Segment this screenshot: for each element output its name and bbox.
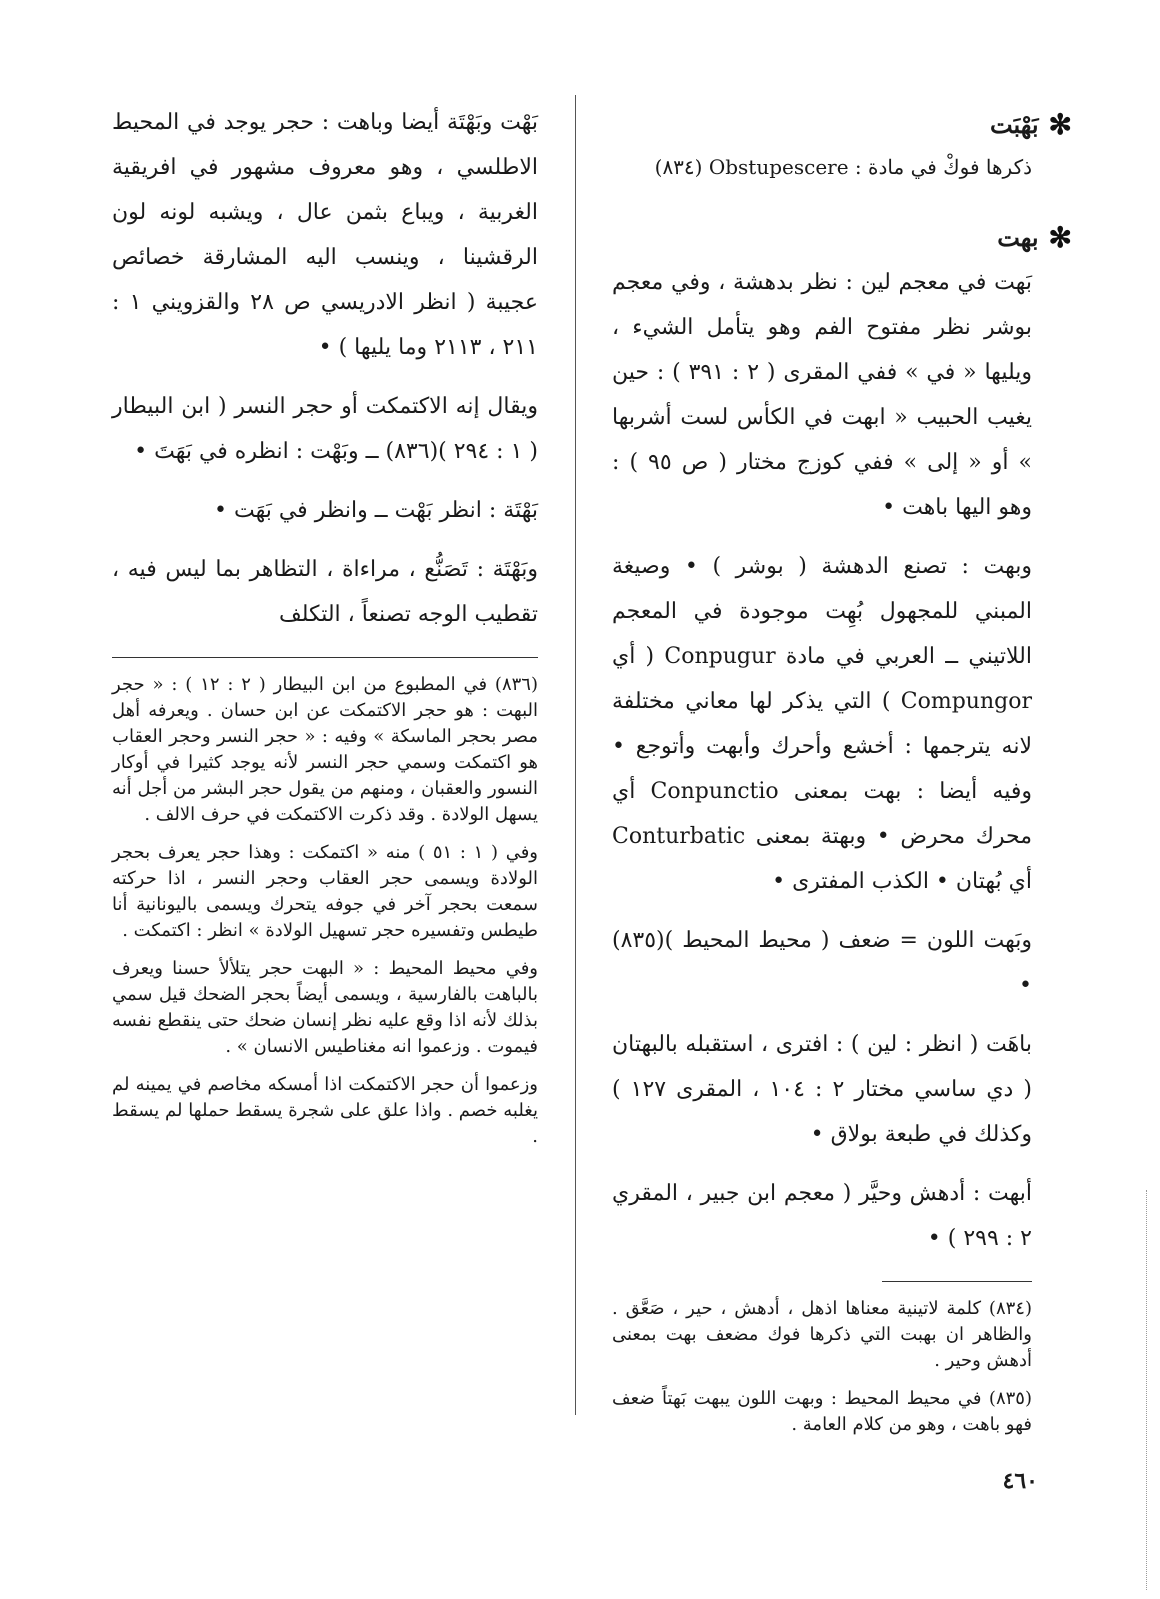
entry-heading-1-text: بَهْبَت <box>989 110 1039 139</box>
paragraph: باهَت ( انظر : لين ) : افترى ، استقبله بالبهتان ( دي ساسي مختار ٢ : ١٠٤ ، المقرى ١٢٧ ) وكذلك في طبعة بولاق • <box>612 1032 1032 1147</box>
entry-heading-2-text: بهت <box>997 223 1039 252</box>
footnote: (٨٣٥) في محيط المحيط : وبهت اللون يبهت بَهتاً ضعف فهو باهت ، وهو من كلام العامة . <box>612 1388 1032 1435</box>
paragraph: بَهت في معجم لين : نظر بدهشة ، وفي معجم بوشر نظر مفتوح الفم وهو يتأمل الشيء ، ويليها « في » ففي المقرى ( ٢ : ٣٩١ ) : حين يغيب الحبيب « ابهت في الكأس لست أشربها » أو « إلى » ففي كوزج مختار ( ص ٩٥ ) : وهو اليها باهت • <box>612 270 1032 520</box>
paragraph: ويقال إنه الاكتمكت أو حجر النسر ( ابن البيطار ( ١ : ٢٩٤ )(٨٣٦) ــ وبَهْت : انظره في بَهَتَ • <box>112 394 538 464</box>
footnote-rule <box>112 657 538 658</box>
footnote-rule <box>882 1281 1032 1282</box>
page-edge-mark <box>1146 1190 1148 1590</box>
paragraph: بَهْتَة : انظر بَهْت ــ وانظر في بَهَت • <box>214 498 538 523</box>
paragraph: بَهْت وبَهْتَة أيضا وباهت : حجر يوجد في المحيط الاطلسي ، وهو معروف مشهور في افريقية الغربية ، ويباع بثمن عال ، ويشبه لونه لون الرقشينا ، وينسب اليه المشارقة خصائص عجيبة ( انظر الادريسي ص ٢٨ والقزويني ١ : ٢١١ ، ٢١١٣ وما يليها ) • <box>112 110 539 360</box>
column-divider <box>575 95 576 1415</box>
footnote: وفي ( ١ : ٥١ ) منه « اكتمكت : وهذا حجر يعرف بحجر الولادة ويسمى حجر العقاب وحجر النسر ، اذا حركته سمعت بحجر آخر في جوفه يتحرك ويسمى باليونانية أنا طيطس وتفسيره حجر تسهيل الولادة » انظر : اكتمكت . <box>112 842 538 941</box>
paragraph: وبَهْتَة : تَصَنُّع ، مراءاة ، التظاهر بما ليس فيه ، تقطيب الوجه تصنعاً ، التكلف <box>112 557 538 627</box>
paragraph: أبهت : أدهش وحيَّر ( معجم ابن جبير ، المقري ٢ : ٢٩٩ ) • <box>612 1181 1032 1251</box>
page-number: ٤٦٠ <box>1002 1468 1038 1494</box>
asterisk-icon: ✻ <box>1048 108 1072 141</box>
left-column <box>112 100 538 1162</box>
footnote: (٨٣٤) كلمة لاتينية معناها اذهل ، أدهش ، حير ، صَعَّق . والظاهر ان بهبت التي ذكرها فوك مضعف بهت بمعنى أدهش وحير . <box>612 1298 1032 1371</box>
right-column <box>612 100 1072 1450</box>
paragraph: وبهت : تصنع الدهشة ( بوشر ) • وصيغة المبني للمجهول بُهِت موجودة في المعجم اللاتيني ــ العربي في مادة Conpugur ( أي Compungor ) التي يذكر لها معاني مختلفة لانه يترجمها : أخشع وأحرك وأبهت وأتوجع • وفيه أيضا : بهت بمعنى Conpunctio أي محرك محرض • وبهتة بمعنى Conturbatic أي بُهتان • الكذب المفترى • <box>612 554 1033 894</box>
footnote: وفي محيط المحيط : « البهت حجر يتلألأ حسنا ويعرف بالباهت بالفارسية ، ويسمى أيضاً بحجر الضحك قيل سمي بذلك لأنه اذا وقع عليه نظر إنسان ضحك حتى ينقطع نفسه فيموت . وزعموا انه مغناطيس الانسان » . <box>112 958 538 1057</box>
footnote: وزعموا أن حجر الاكتمكت اذا أمسكه مخاصم في يمينه لم يغلبه خصم . واذا علق على شجرة يسقط حملها لم يسقط . <box>112 1074 538 1147</box>
paragraph: وبَهت اللون = ضعف ( محيط المحيط )(٨٣٥) • <box>612 928 1032 998</box>
entry-heading-1 <box>652 108 1072 141</box>
footnote: (٨٣٦) في المطبوع من ابن البيطار ( ٢ : ١٢ ) : « حجر البهت : هو حجر الاكتمكت عن ابن حسان . ويعرفه أهل مصر بحجر الماسكة » وفيه : « حجر النسر وحجر العقاب هو اكتمكت وسمي حجر النسر لأنه يوجد كثيرا في أوكار النسور والعقبان ، ومنهم من يقول حجر البشر من أجل أنه يسهل الولادة . وقد ذكرت الاكتمكت في حرف الالف . <box>112 674 538 825</box>
entry-heading-1-ref: ذكرها فوكْ في مادة : Obstupescere (٨٣٤) <box>654 155 1032 179</box>
asterisk-icon: ✻ <box>1048 221 1072 254</box>
entry-heading-2 <box>652 221 1072 254</box>
